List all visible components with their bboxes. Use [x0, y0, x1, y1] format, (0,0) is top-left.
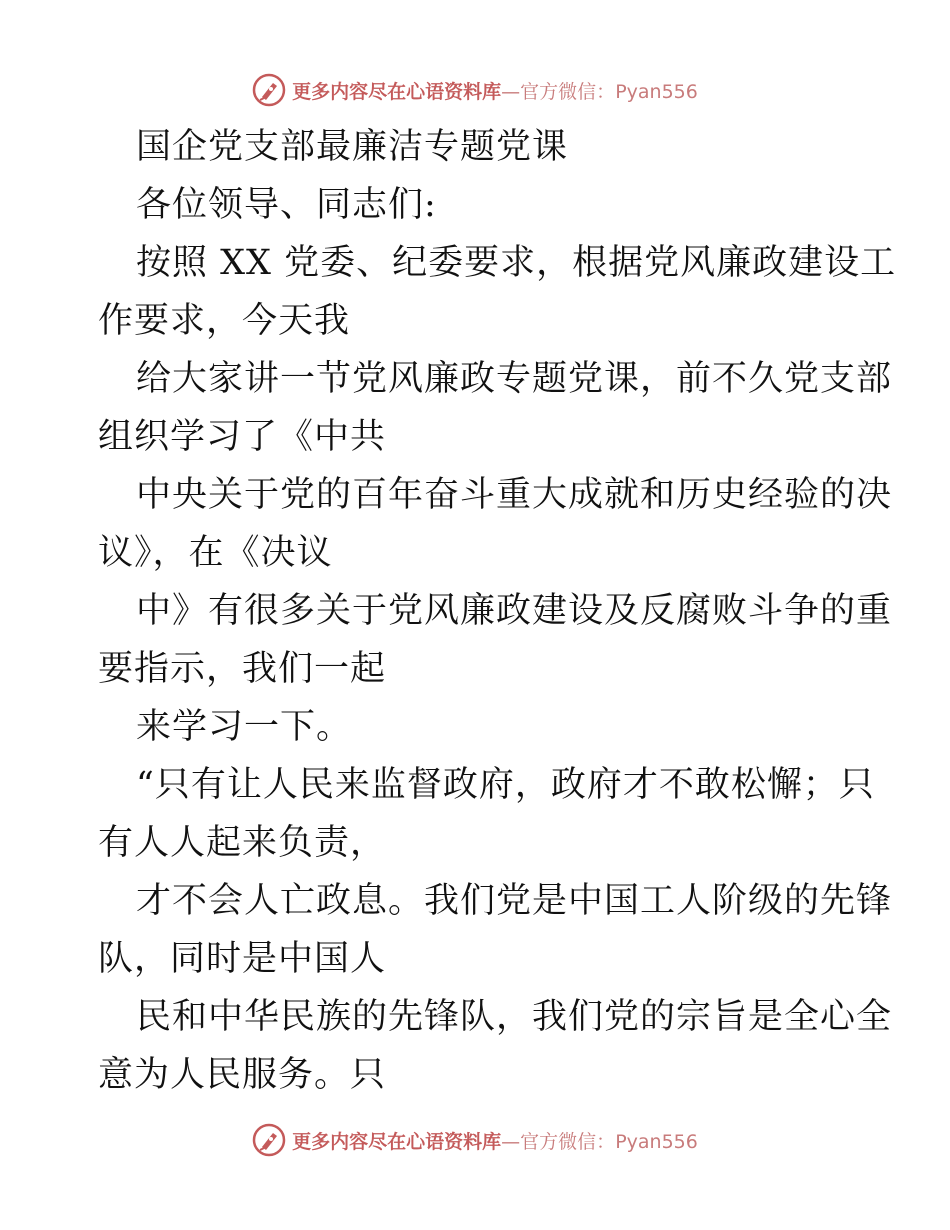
paragraph-line: 要指示，我们一起 — [98, 649, 387, 689]
paragraph-line: 才不会人亡政息。我们党是中国工人阶级的先锋 — [136, 881, 893, 921]
paragraph-line: 来学习一下。 — [136, 707, 353, 747]
banner-dash: — — [501, 80, 521, 103]
paragraph-line: 中央关于党的百年奋斗重大成就和历史经验的决 — [136, 475, 893, 515]
paragraph-line: 作要求，今天我 — [98, 301, 351, 341]
banner-text — [292, 1127, 698, 1154]
banner-content — [252, 1123, 698, 1157]
paragraph-line: 议》，在《决议 — [98, 533, 333, 573]
paragraph-line: 队，同时是中国人 — [98, 939, 387, 979]
paragraph-line: 各位领导、同志们: — [136, 185, 437, 225]
banner-text — [292, 77, 698, 104]
banner-prefix: 更多内容尽在心语资料库 — [292, 1130, 502, 1153]
banner-content — [252, 73, 698, 107]
banner-prefix: 更多内容尽在心语资料库 — [292, 80, 502, 103]
paragraph-line: “只有让人民来监督政府，政府才不敢松懈；只 — [136, 765, 875, 805]
paragraph-line: 中》有很多关于党风廉政建设及反腐败斗争的重 — [136, 591, 893, 631]
paragraph-line: 民和中华民族的先锋队，我们党的宗旨是全心全 — [136, 997, 893, 1037]
banner-dash: — — [501, 1130, 521, 1153]
header-watermark-banner — [0, 68, 950, 112]
paragraph-line: 按照 XX 党委、纪委要求，根据党风廉政建设工 — [136, 243, 897, 283]
paragraph-line: 有人人起来负责， — [98, 823, 387, 863]
banner-wechat-id: Pyan556 — [615, 80, 698, 103]
banner-label: 官方微信： — [520, 1130, 616, 1153]
banner-label: 官方微信： — [520, 80, 616, 103]
paragraph-line: 意为人民服务。只 — [98, 1055, 387, 1095]
footer-watermark-banner — [0, 1118, 950, 1162]
banner-wechat-id: Pyan556 — [615, 1130, 698, 1153]
paragraph-line: 组织学习了《中共 — [98, 417, 387, 457]
document-title: 国企党支部最廉洁专题党课 — [136, 127, 569, 167]
pen-nib-logo-icon — [252, 73, 286, 107]
paragraph-line: 给大家讲一节党风廉政专题党课，前不久党支部 — [136, 359, 893, 399]
document-body — [98, 118, 897, 1104]
pen-nib-logo-icon — [252, 1123, 286, 1157]
